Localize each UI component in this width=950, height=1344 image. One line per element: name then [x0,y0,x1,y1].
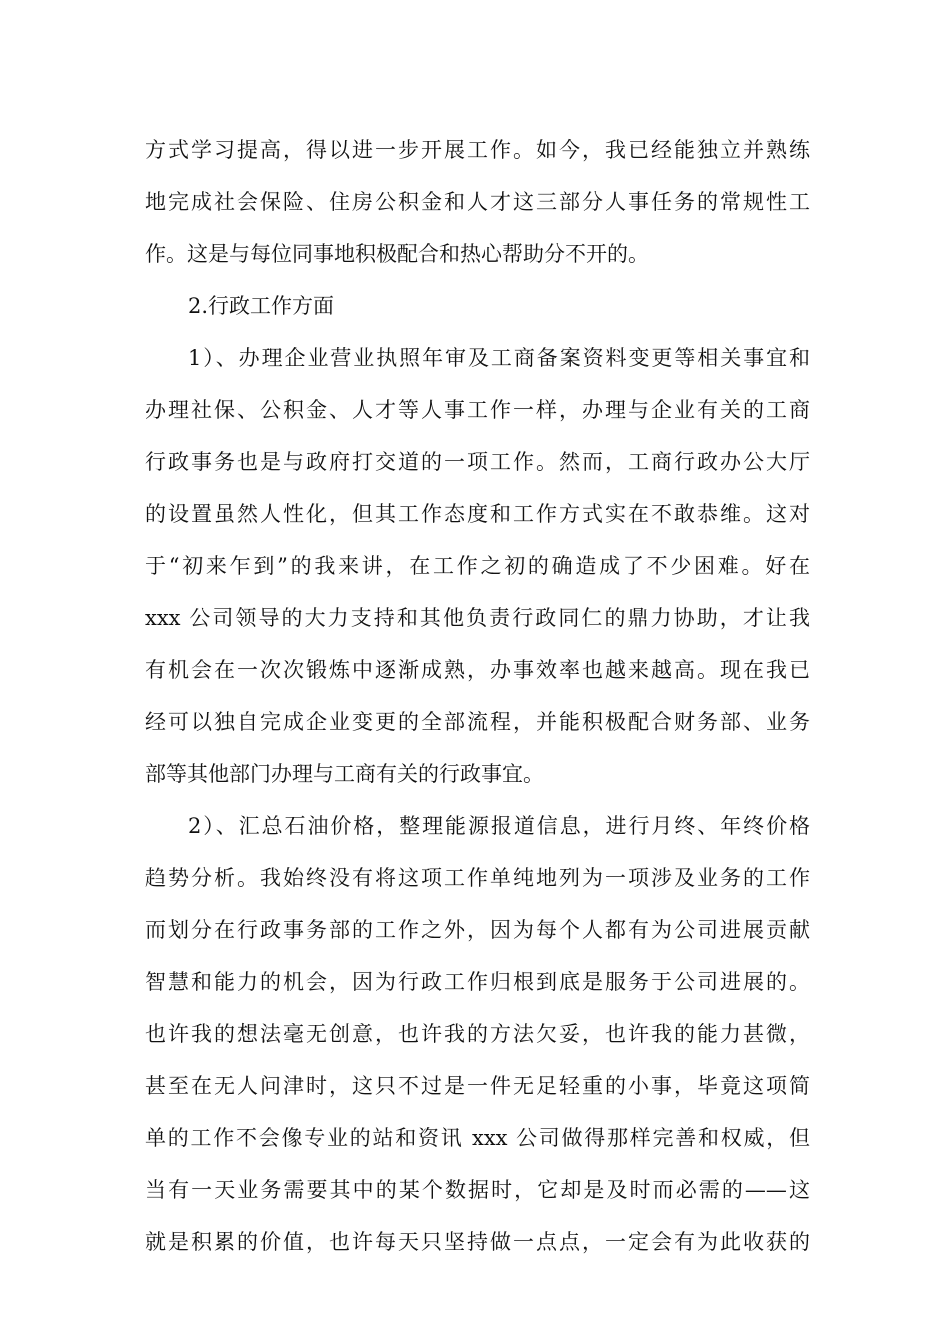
text-line: 于“初来乍到”的我来讲，在工作之初的确造成了不少困难。好在 [145,554,810,578]
text-line: 当有一天业务需要其中的某个数据时，它却是及时而必需的——这 [145,1178,810,1202]
text-line: 就是积累的价值，也许每天只坚持做一点点，一定会有为此收获的 [145,1230,810,1254]
text-line: 智慧和能力的机会，因为行政工作归根到底是服务于公司进展的。 [145,970,810,994]
text-line: 作。这是与每位同事地积极配合和热心帮助分不开的。 [145,242,649,266]
text-line: 趋势分析。我始终没有将这项工作单纯地列为一项涉及业务的工作 [145,866,810,890]
text-line: 甚至在无人问津时，这只不过是一件无足轻重的小事，毕竟这项简 [145,1074,810,1098]
text-line: 而划分在行政事务部的工作之外，因为每个人都有为公司进展贡献 [145,918,810,942]
text-line: xxx 公司领导的大力支持和其他负责行政同仁的鼎力协助，才让我 [145,606,810,630]
section-heading: 2.行政工作方面 [188,294,335,318]
text-line: 1）、办理企业营业执照年审及工商备案资料变更等相关事宜和 [188,346,810,370]
text-line: 经可以独自完成企业变更的全部流程，并能积极配合财务部、业务 [145,710,810,734]
text-line: 的设置虽然人性化，但其工作态度和工作方式实在不敢恭维。这对 [145,502,810,526]
text-line: 也许我的想法毫无创意，也许我的方法欠妥，也许我的能力甚微， [145,1022,810,1046]
text-line: 单的工作不会像专业的站和资讯 xxx 公司做得那样完善和权威，但 [145,1126,810,1150]
text-line: 地完成社会保险、住房公积金和人才这三部分人事任务的常规性工 [145,190,810,214]
text-line: 2）、汇总石油价格，整理能源报道信息，进行月终、年终价格 [188,814,810,838]
text-line: 部等其他部门办理与工商有关的行政事宜。 [145,762,544,786]
text-line: 有机会在一次次锻炼中逐渐成熟，办事效率也越来越高。现在我已 [145,658,810,682]
text-line: 行政事务也是与政府打交道的一项工作。然而，工商行政办公大厅 [145,450,810,474]
text-line: 办理社保、公积金、人才等人事工作一样，办理与企业有关的工商 [145,398,810,422]
text-line: 方式学习提高，得以进一步开展工作。如今，我已经能独立并熟练 [145,138,810,162]
